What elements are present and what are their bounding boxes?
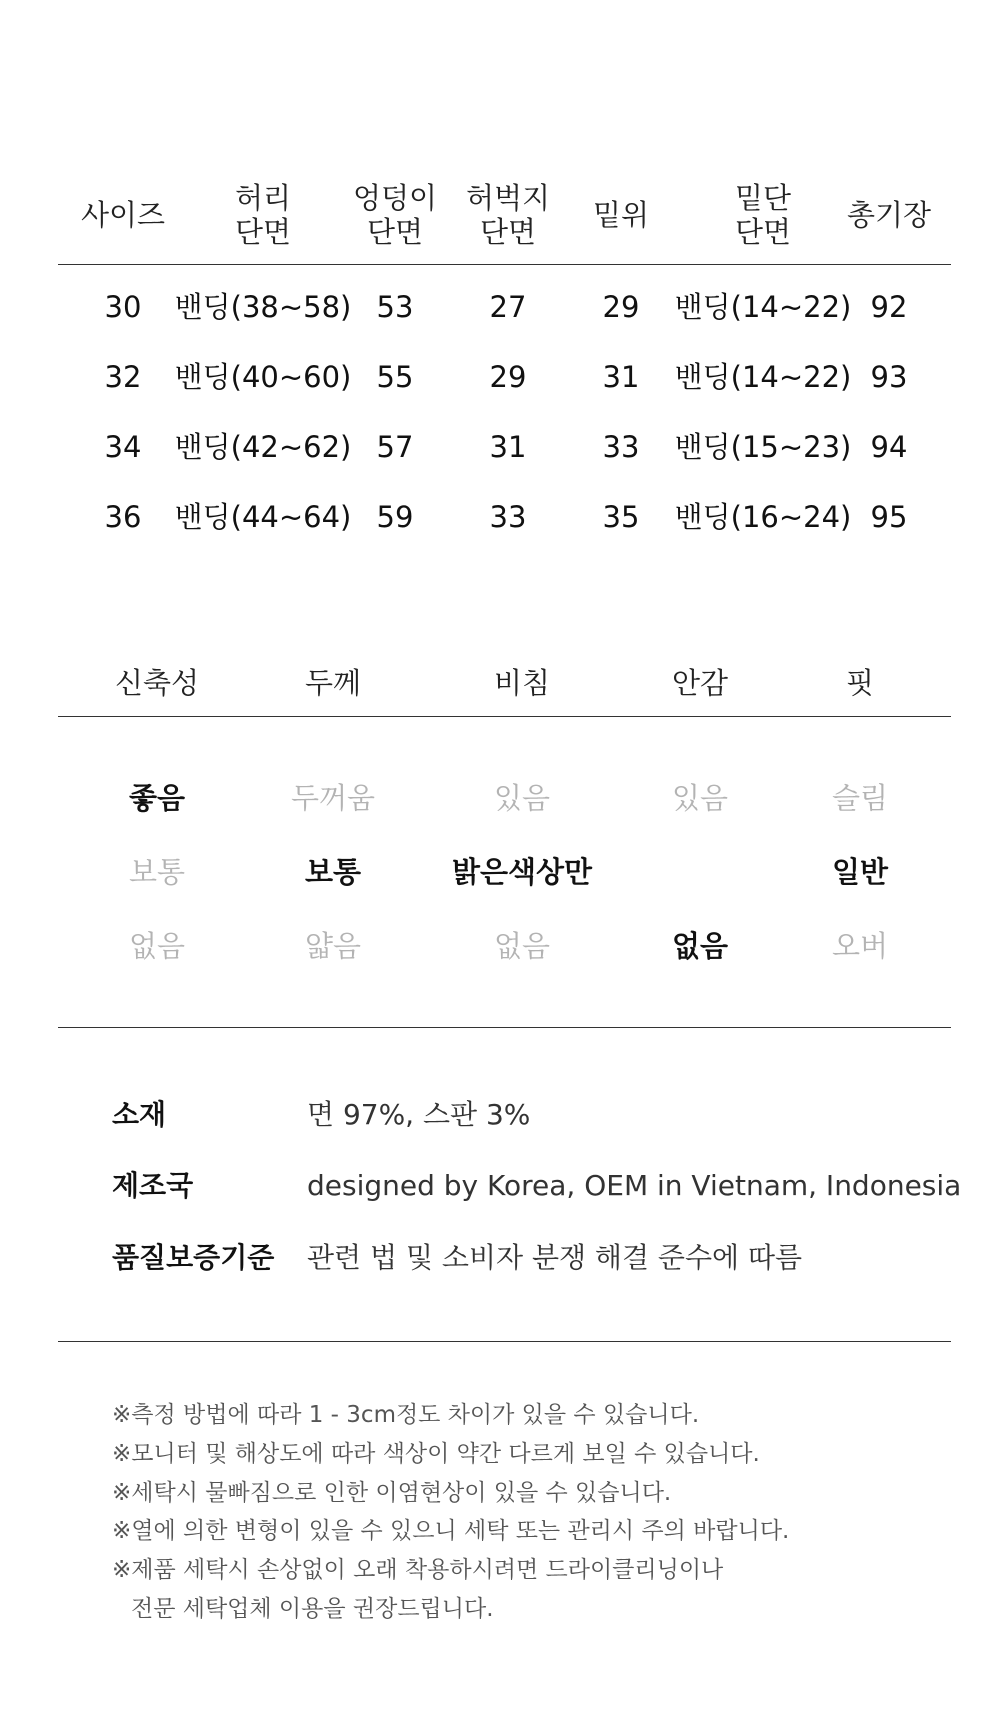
size-cell-r3-c1: 밴딩(44~64) <box>174 500 352 534</box>
size-cell-r0-c2: 53 <box>376 290 414 324</box>
size-cell-r0-c4: 29 <box>602 290 640 324</box>
size-header-1-line-1: 단면 <box>234 215 292 249</box>
attribute-option-c4-0: 슬림 <box>831 781 889 815</box>
size-cell-r1-c1: 밴딩(40~60) <box>174 360 352 394</box>
size-cell-r0-c1: 밴딩(38~58) <box>174 290 352 324</box>
attribute-option-c0-0: 좋음 <box>128 781 186 815</box>
size-header-5-line-0: 밑단 <box>734 181 792 215</box>
size-cell-r2-c4: 33 <box>602 430 640 464</box>
size-cell-r1-c3: 29 <box>489 360 527 394</box>
size-header-6-line-0: 총기장 <box>846 198 932 232</box>
size-cell-r2-c1: 밴딩(42~62) <box>174 430 352 464</box>
care-note-2: ※세탁시 물빠짐으로 인한 이염현상이 있을 수 있습니다. <box>112 1480 672 1506</box>
size-header-3-line-0: 허벅지 <box>465 181 551 215</box>
size-cell-r1-c2: 55 <box>376 360 414 394</box>
size-cell-r0-c6: 92 <box>870 290 908 324</box>
size-cell-r3-c4: 35 <box>602 500 640 534</box>
size-cell-r1-c4: 31 <box>602 360 640 394</box>
attribute-header-3: 안감 <box>671 666 729 700</box>
info-value-1: designed by Korea, OEM in Vietnam, Indonesia <box>307 1169 962 1202</box>
size-header-2-line-1: 단면 <box>366 215 424 249</box>
attribute-header-0: 신축성 <box>114 666 200 700</box>
size-cell-r2-c0: 34 <box>104 430 142 464</box>
care-note-5: 전문 세탁업체 이용을 권장드립니다. <box>131 1596 494 1622</box>
attribute-option-c1-2: 얇음 <box>304 929 362 963</box>
size-cell-r2-c3: 31 <box>489 430 527 464</box>
attribute-option-c4-2: 오버 <box>831 929 889 963</box>
size-header-5-line-1: 단면 <box>734 215 792 249</box>
attribute-header-2: 비침 <box>493 666 551 700</box>
care-note-3: ※열에 의한 변형이 있을 수 있으니 세탁 또는 관리시 주의 바랍니다. <box>112 1518 790 1544</box>
size-cell-r0-c0: 30 <box>104 290 142 324</box>
size-cell-r3-c3: 33 <box>489 500 527 534</box>
attribute-option-c4-1: 일반 <box>831 855 889 889</box>
size-header-4-line-0: 밑위 <box>592 198 650 232</box>
attribute-option-c1-1: 보통 <box>304 855 362 889</box>
attribute-option-c3-0: 있음 <box>671 781 729 815</box>
size-cell-r2-c2: 57 <box>376 430 414 464</box>
attribute-option-c0-1: 보통 <box>128 855 186 889</box>
size-table-divider <box>58 264 951 265</box>
size-cell-r0-c3: 27 <box>489 290 527 324</box>
care-note-1: ※모니터 및 해상도에 따라 색상이 약간 다르게 보일 수 있습니다. <box>112 1441 760 1467</box>
size-cell-r1-c6: 93 <box>870 360 908 394</box>
info-value-2: 관련 법 및 소비자 분쟁 해결 준수에 따름 <box>307 1241 803 1274</box>
size-header-1-line-0: 허리 <box>234 181 292 215</box>
attribute-option-c1-0: 두꺼움 <box>290 781 376 815</box>
size-cell-r2-c6: 94 <box>870 430 908 464</box>
info-label-2: 품질보증기준 <box>112 1241 275 1274</box>
size-cell-r3-c0: 36 <box>104 500 142 534</box>
attribute-header-divider <box>58 716 951 717</box>
size-cell-r3-c2: 59 <box>376 500 414 534</box>
size-cell-r3-c5: 밴딩(16~24) <box>674 500 852 534</box>
size-cell-r1-c0: 32 <box>104 360 142 394</box>
care-note-4: ※제품 세탁시 손상없이 오래 착용하시려면 드라이클리닝이나 <box>112 1557 724 1583</box>
size-header-2-line-0: 엉덩이 <box>352 181 438 215</box>
info-bottom-divider <box>58 1341 951 1342</box>
attribute-bottom-divider <box>58 1027 951 1028</box>
size-cell-r3-c6: 95 <box>870 500 908 534</box>
size-cell-r1-c5: 밴딩(14~22) <box>674 360 852 394</box>
info-label-1: 제조국 <box>112 1169 194 1202</box>
size-header-0-line-0: 사이즈 <box>80 198 166 232</box>
attribute-option-c2-1: 밝은색상만 <box>451 855 593 889</box>
attribute-header-1: 두께 <box>304 666 362 700</box>
attribute-option-c3-2: 없음 <box>671 929 729 963</box>
size-header-3-line-1: 단면 <box>479 215 537 249</box>
info-label-0: 소재 <box>112 1098 167 1131</box>
info-value-0: 면 97%, 스판 3% <box>307 1098 531 1131</box>
care-note-0: ※측정 방법에 따라 1 - 3cm정도 차이가 있을 수 있습니다. <box>112 1402 700 1428</box>
size-cell-r0-c5: 밴딩(14~22) <box>674 290 852 324</box>
attribute-option-c0-2: 없음 <box>128 929 186 963</box>
attribute-option-c2-2: 없음 <box>493 929 551 963</box>
size-cell-r2-c5: 밴딩(15~23) <box>674 430 852 464</box>
attribute-option-c2-0: 있음 <box>493 781 551 815</box>
attribute-header-4: 핏 <box>845 666 875 700</box>
